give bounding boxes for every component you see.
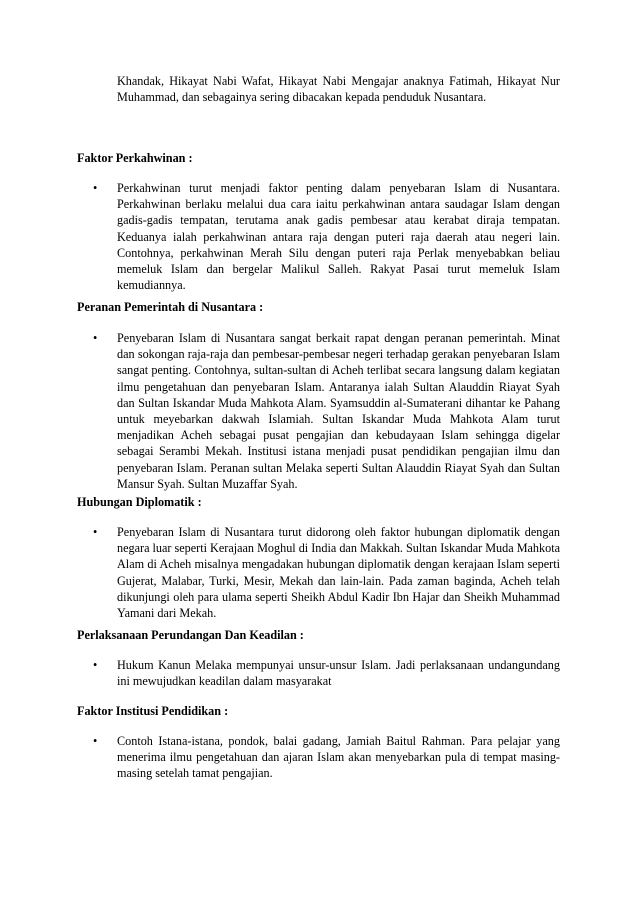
bullet-icon: • bbox=[93, 331, 98, 345]
section-paragraph-pemerintah: Penyebaran Islam di Nusantara sangat berkait rapat dengan peranan pemerintah. Minat dan sokongan raja-raja dan pembesar-pembesar negeri terhadap gerakan penyebaran Islam sangat penting. Contohnya, sultan-sultan di Acheh terlibat secara langsung dalam kegiatan ilmu pengetahuan dan penyebaran Islam. Antaranya ialah Sultan Alauddin Riayat Syah dan Sultan Iskandar Muda Mahkota Alam. Syamsuddin al-Sumaterani dihantar ke Pahang untuk meyebarkan dakwah Islamiah. Sultan Iskandar Muda Mahkota Alam turut menjadikan Acheh sebagai pusat pengajian dan kebudayaan Islam sehingga digelar sebagai Serambi Mekah. Institusi istana menjadi pusat pendidikan pengajian ilmu dan penyebaran Islam. Peranan sultan Melaka seperti Sultan Alauddin Riayat Syah dan Sultan Mansur Syah. Sultan Muzaffar Syah. bbox=[117, 331, 560, 491]
bullet-icon: • bbox=[93, 181, 98, 195]
bullet-icon: • bbox=[93, 525, 98, 539]
section-heading-pendidikan: Faktor Institusi Pendidikan : bbox=[77, 704, 229, 718]
section-paragraph-perkahwinan: Perkahwinan turut menjadi faktor penting dalam penyebaran Islam di Nusantara. Perkahwinan berlaku melalui dua cara iaitu perkahwinan antara saudagar Islam dengan gadis-gadis tempatan, terutama anak gadis pembesar atau kerabat diraja tempatan. Keduanya ialah perkahwinan antara raja dengan puteri raja daerah atau negeri lain. Contohnya, perkahwinan Merah Silu dengan puteri raja Perlak menyebabkan beliau memeluk Islam dan bergelar Malikul Salleh. Rakyat Pasai turut memeluk Islam kemudiannya. bbox=[117, 181, 560, 293]
section-paragraph-perundangan: Hukum Kanun Melaka mempunyai unsur-unsur Islam. Jadi perlaksanaan undangundang ini mewujudkan keadilan dalam masyarakat bbox=[117, 658, 560, 689]
bullet-icon: • bbox=[93, 734, 98, 748]
section-paragraph-pendidikan: Contoh Istana-istana, pondok, balai gadang, Jamiah Baitul Rahman. Para pelajar yang menerima ilmu pengetahuan dan ajaran Islam akan menyebarkan pula di tempat masing-masing setelah tamat pengajian. bbox=[117, 734, 560, 781]
section-heading-pemerintah: Peranan Pemerintah di Nusantara : bbox=[77, 300, 264, 314]
bullet-icon: • bbox=[93, 658, 98, 672]
section-paragraph-diplomatik: Penyebaran Islam di Nusantara turut didorong oleh faktor hubungan diplomatik dengan negara luar seperti Kerajaan Moghul di India dan Makkah. Sultan Iskandar Muda Mahkota Alam di Acheh misalnya mengadakan hubungan diplomatik dengan kerajaan Islam seperti Gujerat, Malabar, Turki, Mesir, Mekah dan lain-lain. Pada zaman baginda, Acheh telah dikunjungi oleh para ulama seperti Sheikh Abdul Kadir Ibn Hajar dan Sheikh Muhammad Yamani dari Mekah. bbox=[117, 525, 561, 621]
continuation-paragraph: Khandak, Hikayat Nabi Wafat, Hikayat Nabi Mengajar anaknya Fatimah, Hikayat Nur Muhammad, dan sebagainya sering dibacakan kepada penduduk Nusantara. bbox=[117, 74, 560, 105]
section-heading-diplomatik: Hubungan Diplomatik : bbox=[77, 495, 202, 509]
section-heading-perundangan: Perlaksanaan Perundangan Dan Keadilan : bbox=[77, 628, 304, 642]
section-heading-perkahwinan: Faktor Perkahwinan : bbox=[77, 151, 193, 165]
